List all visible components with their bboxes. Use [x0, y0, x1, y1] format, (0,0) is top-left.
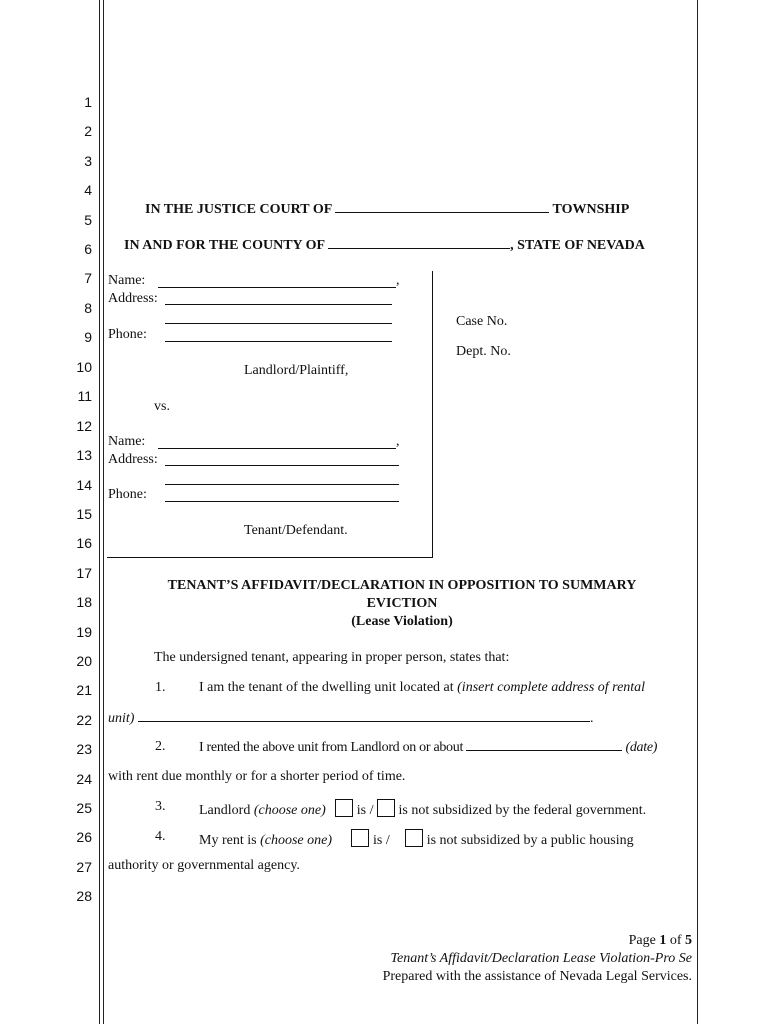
item3-line [199, 799, 646, 819]
item2-line [199, 739, 657, 756]
court-township-suffix: TOWNSHIP [552, 202, 630, 217]
line-number: 7 [84, 270, 92, 286]
line-number: 24 [76, 771, 92, 787]
page-total: 5 [685, 933, 692, 948]
county-blank[interactable] [328, 237, 510, 249]
line-number: 14 [76, 477, 92, 493]
defendant-address-field-1[interactable] [165, 465, 399, 466]
plaintiff-name-label: Name: [108, 273, 146, 288]
item2-text: I rented the above unit from Landlord on or about [199, 740, 464, 755]
item3-text: Landlord [199, 803, 251, 818]
defendant-role: Tenant/Defendant. [244, 523, 348, 538]
item1-line [199, 680, 645, 696]
line-number: 20 [76, 653, 92, 669]
line-number: 11 [77, 388, 92, 404]
line-number: 19 [76, 624, 92, 640]
item2-continuation: with rent due monthly or for a shorter period of time. [108, 769, 406, 784]
item4-is-label: is / [372, 833, 390, 848]
court-heading-line1 [145, 201, 629, 218]
line-number: 5 [84, 212, 92, 228]
plaintiff-address-field-1[interactable] [165, 304, 392, 305]
item1-number: 1. [155, 680, 166, 695]
item4-choose-hint: (choose one) [260, 833, 332, 848]
rental-date-field[interactable] [466, 739, 622, 751]
line-number: 3 [84, 153, 92, 169]
plaintiff-name-field[interactable] [158, 287, 396, 288]
page-label: Page [628, 933, 656, 948]
item4-text: My rent is [199, 833, 257, 848]
intro-statement: The undersigned tenant, appearing in proper person, states that: [154, 650, 510, 665]
court-name-prefix: IN THE JUSTICE COURT OF [145, 202, 332, 217]
line-number: 16 [76, 535, 92, 551]
plaintiff-phone-field[interactable] [165, 341, 392, 342]
margin-rule-left-outer [99, 0, 100, 1024]
caption-box-right-border [432, 271, 433, 557]
line-number: 17 [76, 565, 92, 581]
item1-period: . [589, 711, 594, 726]
defendant-phone-field[interactable] [165, 501, 399, 502]
page-of: of [669, 933, 682, 948]
margin-rule-right [697, 0, 698, 1024]
item1-instruction-cont: unit) [108, 711, 135, 726]
line-number: 4 [84, 182, 92, 198]
defendant-phone-label: Phone: [108, 487, 147, 502]
document-title-line2: EVICTION [366, 596, 438, 611]
plaintiff-role: Landlord/Plaintiff, [244, 363, 349, 378]
line-number: 10 [76, 359, 92, 375]
item3-number: 3. [155, 799, 166, 814]
item1-instruction: (insert complete address of rental [457, 680, 646, 695]
item1-text: I am the tenant of the dwelling unit located at [199, 680, 454, 695]
page-indicator [629, 933, 692, 949]
item4-continuation: authority or governmental agency. [108, 858, 300, 873]
line-number: 23 [76, 741, 92, 757]
line-number: 22 [76, 712, 92, 728]
line-number: 8 [84, 300, 92, 316]
line-number: 6 [84, 241, 92, 257]
line-number: 2 [84, 123, 92, 139]
line-number: 18 [76, 594, 92, 610]
item2-number: 2. [155, 739, 166, 754]
defendant-name-label: Name: [108, 434, 146, 449]
line-number: 15 [76, 506, 92, 522]
county-prefix: IN AND FOR THE COUNTY OF [124, 238, 325, 253]
item4-is-checkbox[interactable] [351, 829, 369, 847]
item4-is-not-checkbox[interactable] [405, 829, 423, 847]
plaintiff-phone-label: Phone: [108, 327, 147, 342]
defendant-address-field-2[interactable] [165, 484, 399, 485]
defendant-address-label: Address: [108, 452, 158, 467]
item1-continuation [108, 710, 593, 727]
item3-is-not-label: is not subsidized by the federal government. [398, 803, 647, 818]
defendant-name-comma: , [396, 434, 400, 449]
item4-number: 4. [155, 829, 166, 844]
item3-is-checkbox[interactable] [335, 799, 353, 817]
item2-date-hint: (date) [625, 740, 658, 755]
page-current: 1 [659, 933, 667, 948]
footer-prepared-by: Prepared with the assistance of Nevada Legal Services. [382, 969, 692, 984]
line-number: 1 [84, 94, 92, 110]
line-number: 9 [84, 329, 92, 345]
plaintiff-name-comma: , [396, 273, 400, 288]
dept-number-label: Dept. No. [456, 344, 511, 359]
state-suffix: , STATE OF NEVADA [510, 238, 645, 253]
item3-is-not-checkbox[interactable] [377, 799, 395, 817]
item4-line [199, 829, 634, 849]
line-number: 28 [76, 888, 92, 904]
item4-is-not-label: is not subsidized by a public housing [426, 833, 634, 848]
line-number: 25 [76, 800, 92, 816]
line-number: 12 [76, 418, 92, 434]
line-number: 13 [76, 447, 92, 463]
rental-address-field[interactable] [138, 710, 590, 722]
margin-rule-left-inner [103, 0, 104, 1024]
versus-label: vs. [154, 399, 170, 414]
case-number-label: Case No. [456, 314, 508, 329]
township-blank[interactable] [335, 201, 549, 213]
document-title-line3: (Lease Violation) [351, 614, 453, 629]
plaintiff-address-label: Address: [108, 291, 158, 306]
court-heading-line2 [124, 237, 645, 254]
line-number: 21 [76, 682, 92, 698]
document-title-line1: TENANT’S AFFIDAVIT/DECLARATION IN OPPOSITION TO SUMMARY [167, 578, 637, 593]
defendant-name-field[interactable] [158, 448, 396, 449]
plaintiff-address-field-2[interactable] [165, 323, 392, 324]
caption-box-bottom-border [107, 557, 433, 558]
item3-is-label: is / [356, 803, 374, 818]
footer-document-title: Tenant’s Affidavit/Declaration Lease Violation-Pro Se [390, 951, 692, 966]
line-number: 27 [76, 859, 92, 875]
item3-choose-hint: (choose one) [253, 803, 326, 818]
line-number: 26 [76, 829, 92, 845]
